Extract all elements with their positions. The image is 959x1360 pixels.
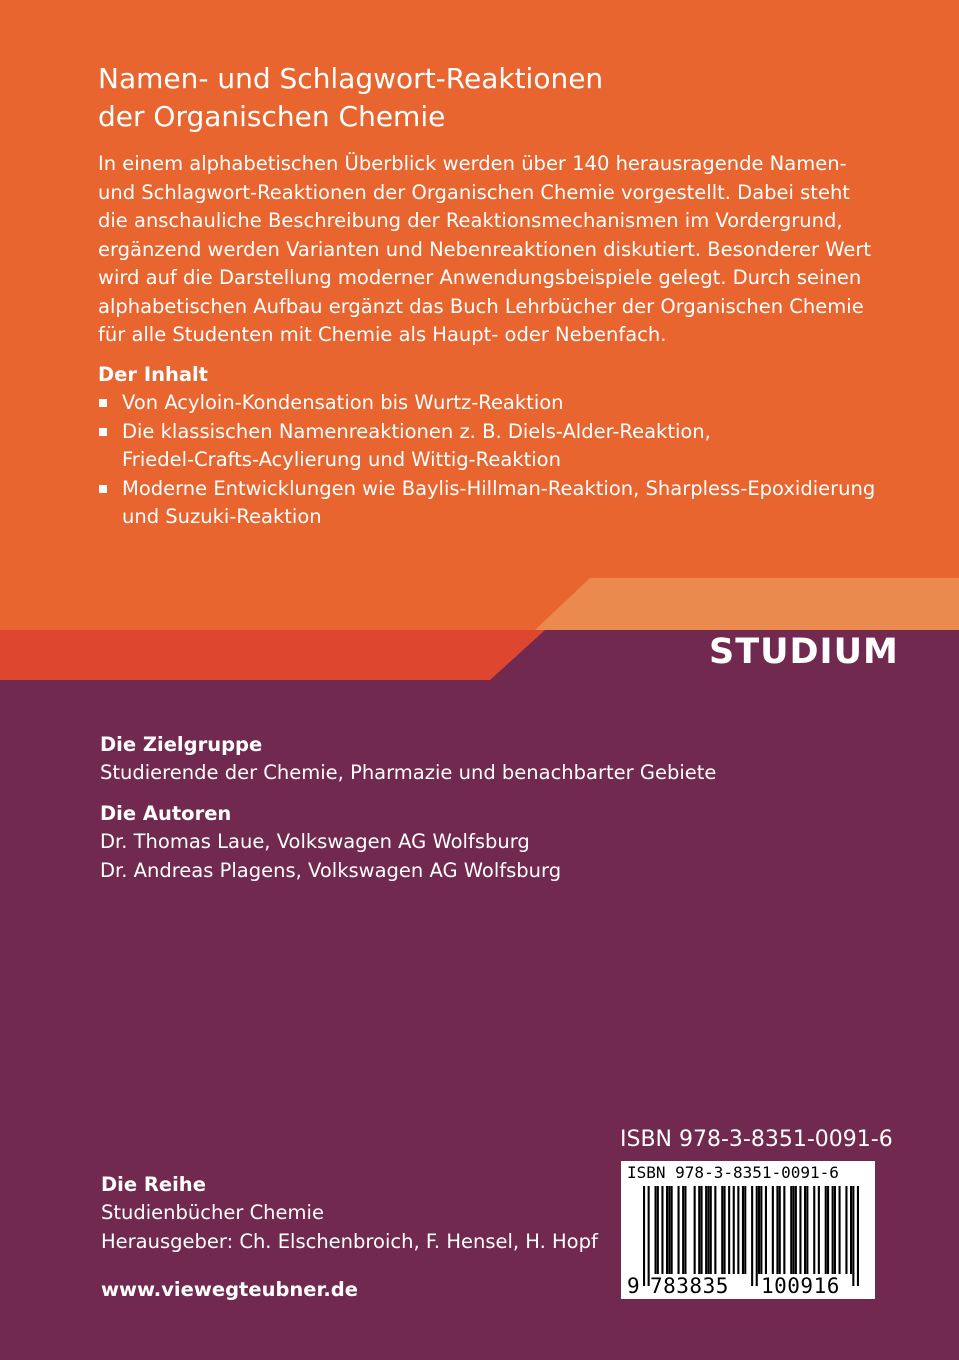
barcode-bar	[825, 1186, 827, 1274]
barcode-bar	[710, 1186, 712, 1274]
barcode-bar	[655, 1186, 657, 1274]
barcode-bar	[756, 1186, 758, 1286]
barcode-bar	[733, 1186, 735, 1274]
barcode-bar	[643, 1186, 645, 1286]
barcode-bar	[845, 1186, 847, 1274]
barcode-bar	[839, 1186, 841, 1274]
barcode-bar	[793, 1186, 795, 1274]
content-list	[98, 389, 898, 532]
barcode-bar	[678, 1186, 680, 1274]
barcode-bar	[721, 1186, 723, 1274]
bullet-square-icon	[99, 428, 107, 436]
intro-line: für alle Studenten mit Chemie als Haupt- oder Nebenfach.	[98, 323, 667, 346]
content-list-item	[98, 475, 898, 532]
list-item-line: Von Acyloin-Kondensation bis Wurtz-Reaktion	[122, 391, 564, 414]
barcode-bar	[742, 1186, 744, 1274]
barcode-isbn-text: ISBN 978-3-8351-0091-6	[627, 1163, 839, 1182]
barcode-bar	[728, 1186, 730, 1274]
barcode-bar	[714, 1186, 716, 1274]
series-name: Studienbücher Chemie	[101, 1201, 324, 1224]
light-orange-stripe	[535, 578, 959, 630]
publisher-website: www.viewegteubner.de	[101, 1278, 358, 1301]
red-band	[0, 630, 545, 680]
barcode-bar	[657, 1186, 659, 1274]
barcode-bar	[705, 1186, 707, 1274]
title-line: der Organischen Chemie	[98, 100, 446, 133]
content-heading: Der Inhalt	[98, 363, 209, 386]
barcode-bar	[806, 1186, 808, 1274]
intro-paragraph	[98, 150, 878, 350]
barcode-bar	[795, 1186, 797, 1274]
barcode-digit-group: 783835	[650, 1274, 729, 1298]
intro-line: ergänzend werden Varianten und Nebenreaktionen diskutiert. Besonderer Wert	[98, 237, 872, 261]
series-label: STUDIUM	[709, 632, 899, 672]
barcode-bar	[744, 1186, 746, 1274]
barcode-digit-first: 9	[627, 1274, 640, 1298]
list-item-line: Moderne Entwicklungen wie Baylis-Hillman-Reaktion, Sharpless-Epoxidierung	[122, 476, 876, 500]
isbn-barcode	[621, 1161, 875, 1299]
barcode-bar	[818, 1186, 820, 1274]
barcode-bar	[760, 1186, 762, 1274]
target-group-heading: Die Zielgruppe	[100, 733, 263, 756]
bullet-square-icon	[99, 399, 107, 407]
barcode-bar	[804, 1186, 806, 1274]
barcode-bar	[758, 1186, 760, 1274]
barcode-bar	[765, 1186, 767, 1274]
barcode-bar	[661, 1186, 663, 1274]
list-item-line: Die klassischen Namenreaktionen z. B. Diels-Alder-Reaktion,	[122, 419, 711, 443]
series-heading: Die Reihe	[101, 1173, 206, 1196]
barcode-bar	[772, 1186, 774, 1274]
barcode-bar	[724, 1186, 726, 1274]
isbn-label: ISBN 978-3-8351-0091-6	[620, 1127, 893, 1152]
list-item-line: Friedel-Crafts-Acylierung und Wittig-Reaktion	[122, 448, 561, 471]
list-item-line: und Suzuki-Reaktion	[122, 505, 322, 528]
barcode-bar	[857, 1186, 859, 1286]
barcode-bar	[668, 1186, 670, 1274]
series-section	[101, 1171, 598, 1256]
barcode-bar	[850, 1186, 852, 1274]
barcode-bar	[779, 1186, 781, 1274]
barcode-bar	[698, 1186, 700, 1274]
barcode-bar	[799, 1186, 801, 1274]
authors-section	[100, 800, 561, 885]
target-group-section	[100, 731, 716, 788]
barcode-digit-group: 100916	[761, 1274, 840, 1298]
barcode-bar	[813, 1186, 815, 1274]
author-line: Dr. Andreas Plagens, Volkswagen AG Wolfsburg	[100, 858, 562, 882]
series-editors: Herausgeber: Ch. Elschenbroich, F. Hensel, H. Hopf	[101, 1229, 598, 1253]
intro-line: In einem alphabetischen Überblick werden über 140 herausragende Namen-	[98, 152, 847, 175]
barcode-bar	[737, 1186, 739, 1274]
barcode-bar	[852, 1186, 854, 1286]
barcode-bar	[832, 1186, 834, 1274]
author-line: Dr. Thomas Laue, Volkswagen AG Wolfsburg	[100, 830, 530, 853]
barcode-bar	[684, 1186, 686, 1274]
barcode-bar	[666, 1186, 668, 1274]
bullet-square-icon	[99, 485, 107, 493]
book-title	[98, 60, 603, 136]
barcode-bar	[776, 1186, 778, 1274]
barcode-bar	[751, 1186, 753, 1286]
barcode-bar	[783, 1186, 785, 1274]
barcode-bar	[834, 1186, 836, 1274]
intro-line: wird auf die Darstellung moderner Anwendungsbeispiele gelegt. Durch seinen	[98, 266, 862, 289]
barcode-bar	[701, 1186, 703, 1274]
barcode-bar	[790, 1186, 792, 1274]
barcode-bar	[648, 1186, 650, 1286]
authors-heading: Die Autoren	[100, 802, 232, 825]
barcode-bar	[827, 1186, 829, 1274]
content-list-item	[98, 418, 898, 475]
title-line: Namen- und Schlagwort-Reaktionen	[98, 62, 604, 95]
intro-line: und Schlagwort-Reaktionen der Organischen Chemie vorgestellt. Dabei steht	[98, 180, 850, 204]
barcode-bar	[694, 1186, 696, 1274]
target-group-text: Studierende der Chemie, Pharmazie und benachbarter Gebiete	[100, 761, 717, 784]
barcode-bar	[671, 1186, 673, 1274]
barcode-bar	[682, 1186, 684, 1274]
intro-line: alphabetischen Aufbau ergänzt das Buch Lehrbücher der Organischen Chemie	[98, 294, 864, 318]
barcode-bar	[707, 1186, 709, 1274]
content-list-item	[98, 389, 898, 418]
intro-line: die anschauliche Beschreibung der Reaktionsmechanismen im Vordergrund,	[98, 209, 843, 232]
